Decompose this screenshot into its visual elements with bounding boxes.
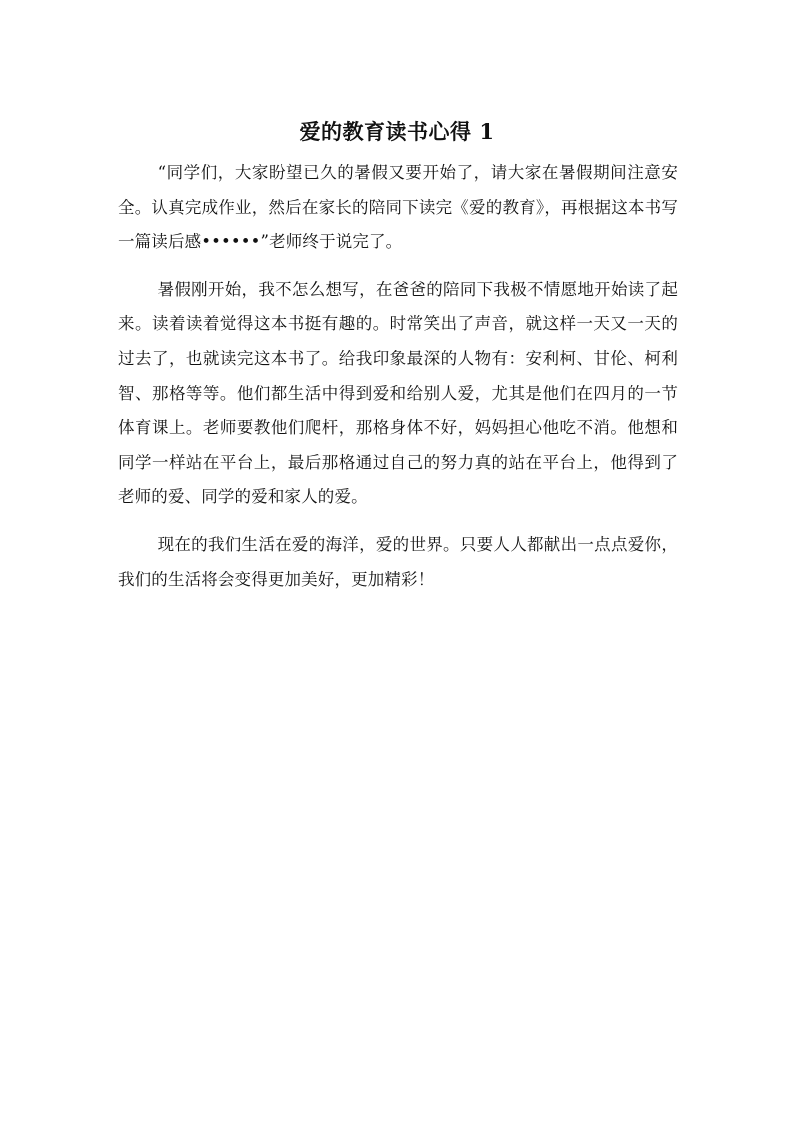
- document-title: 爱的教育读书心得 1: [299, 119, 495, 144]
- document-body: [118, 156, 678, 597]
- paragraph-2: 暑假刚开始，我不怎么想写，在爸爸的陪同下我极不情愿地开始读了起来。读着读着觉得这本书挺有趣的。时常笑出了声音，就这样一天又一天的过去了，也就读完这本书了。给我印象最深的人物有：安利柯、甘伦、柯利智、那格等等。他们都生活中得到爱和给别人爱，尤其是他们在四月的一节体育课上。老师要教他们爬杆，那格身体不好，妈妈担心他吃不消。他想和同学一样站在平台上，最后那格通过自己的努力真的站在平台上，他得到了老师的爱、同学的爱和家人的爱。: [118, 279, 678, 507]
- paragraph-1: “同学们，大家盼望已久的暑假又要开始了，请大家在暑假期间注意安全。认真完成作业，然后在家长的陪同下读完《爱的教育》，再根据这本书写一篇读后感••••••”老师终于说完了。: [118, 163, 678, 252]
- paragraph-3: 现在的我们生活在爱的海洋，爱的世界。只要人人都献出一点点爱你，我们的生活将会变得更加美好，更加精彩！: [118, 534, 678, 589]
